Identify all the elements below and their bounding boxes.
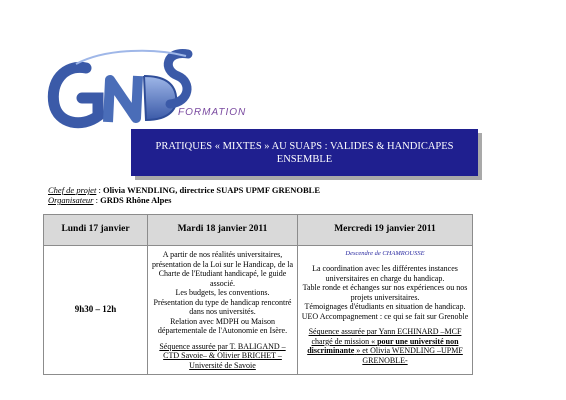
gnds-logo <box>46 46 196 136</box>
wednesday-line: La coordination avec les différentes instances universitaires en charge du handicap. <box>312 264 458 283</box>
wednesday-seq-start: Séquence assurée par Yann ECHINARD –MCF chargé de mission « <box>308 327 462 346</box>
tuesday-line: A partir de nos réalités universitaires, présentation de la Loi sur le Handicap, de la Charte de l'Etudiant handicapé, le guide associé. <box>151 250 294 288</box>
tuesday-sequence: Séquence assurée par T. BALIGAND – CTD Savoie– & Olivier BRICHET – Université de Savoie <box>159 341 286 370</box>
chef-label: Chef de projet <box>48 185 97 195</box>
chef-value: Olivia WENDLING, directrice SUAPS UPMF GRENOBLE <box>102 185 321 195</box>
tuesday-line: Relation avec MDPH ou Maison départementale de l'Autonomie en Isère. <box>157 316 288 335</box>
schedule-table <box>43 214 473 375</box>
time-slot: 9h30 – 12h <box>74 304 117 315</box>
wednesday-place: Descendre de CHAMROUSSE <box>345 249 425 257</box>
table-header-row <box>44 215 473 246</box>
org-value: GRDS Rhône Alpes <box>100 195 172 205</box>
gnds-logo-graphic <box>46 46 196 136</box>
org-row: Organisateur : GRDS Rhône Alpes <box>48 195 172 205</box>
tuesday-line: Les budgets, les conventions. <box>175 288 270 297</box>
header-monday: Lundi 17 janvier <box>44 215 148 246</box>
org-label: Organisateur <box>48 195 94 205</box>
time-slot-cell <box>44 246 148 375</box>
wednesday-line: Table ronde et échanges sur nos expériences ou nos projets universitaires. <box>302 283 468 302</box>
wednesday-line: Témoignages d'étudiants en situation de handicap. <box>304 302 466 312</box>
formation-label: FORMATION <box>178 107 247 118</box>
project-info <box>48 185 320 205</box>
header-wednesday: Mercredi 19 janvier 2011 <box>298 215 473 246</box>
banner-title: PRATIQUES « MIXTES » AU SUAPS : VALIDES & HANDICAPES ENSEMBLE <box>155 140 454 165</box>
wednesday-cell <box>298 246 473 375</box>
tuesday-line: Présentation du type de handicap rencontré dans nos universités. <box>153 297 292 316</box>
table-row <box>44 246 473 375</box>
wednesday-seq-bold: pour une université non discriminante <box>307 336 459 356</box>
header-tuesday: Mardi 18 janvier 2011 <box>148 215 298 246</box>
tuesday-cell <box>148 246 298 375</box>
chef-row: Chef de projet : Olivia WENDLING, directrice SUAPS UPMF GRENOBLE <box>48 185 321 195</box>
wednesday-sequence <box>301 327 469 365</box>
title-banner <box>131 129 478 176</box>
wednesday-seq-end: » et Olivia WENDLING –UPMF GRENOBLE- <box>356 346 463 365</box>
wednesday-line: UEO Accompagnement : ce qui se fait sur Grenoble <box>301 311 469 321</box>
